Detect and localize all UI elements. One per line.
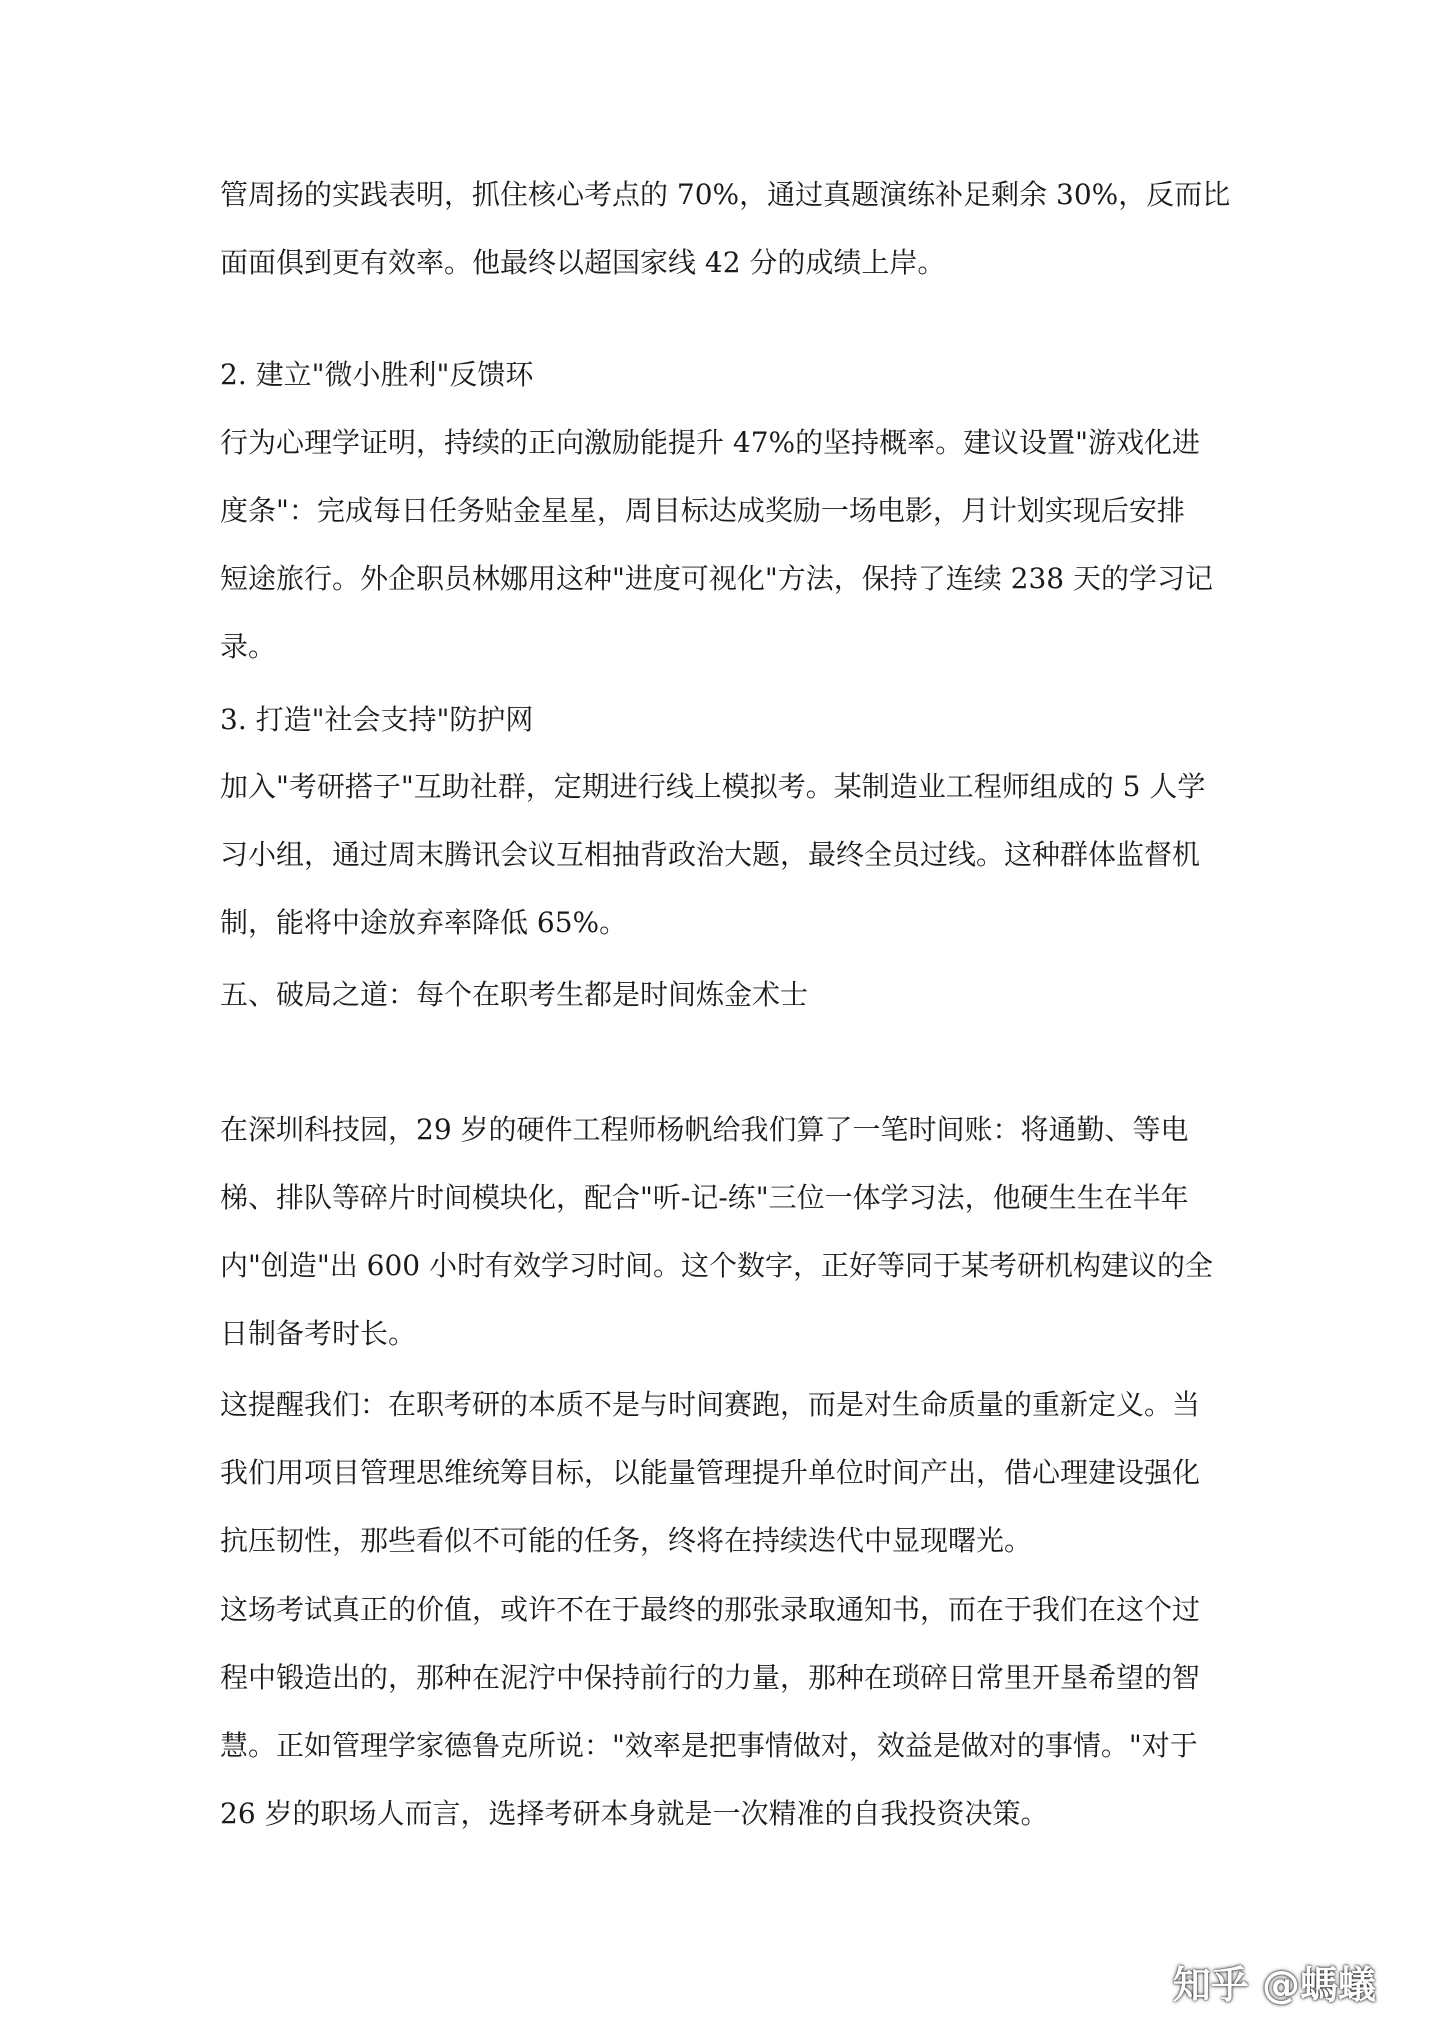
text-line: 日制备考时长。: [220, 1317, 417, 1350]
paragraph: [220, 1593, 1200, 1831]
text-line: 习小组，通过周末腾讯会议互相抽背政治大题，最终全员过线。这种群体监督机: [220, 838, 1201, 871]
paragraph: [220, 1113, 1213, 1351]
paragraph: [220, 1388, 1200, 1558]
paragraph: [220, 178, 1230, 280]
text-line: 制，能将中途放弃率降低 65%。: [220, 906, 628, 939]
text-line: 管周扬的实践表明，抓住核心考点的 70%，通过真题演练补足剩余 30%，反而比: [220, 178, 1231, 211]
text-line: 抗压韧性，那些看似不可能的任务，终将在持续迭代中显现曙光。: [220, 1524, 1033, 1557]
heading-text: 3. 打造"社会支持"防护网: [220, 703, 534, 736]
paragraph: [220, 426, 1213, 664]
text-line: 慧。正如管理学家德鲁克所说："效率是把事情做对，效益是做对的事情。"对于: [220, 1729, 1198, 1762]
paragraph: [220, 770, 1205, 940]
text-line: 程中锻造出的，那种在泥泞中保持前行的力量，那种在琐碎日常里开垦希望的智: [220, 1661, 1201, 1694]
zhihu-watermark: 知乎 @螞蟻: [1172, 1963, 1376, 2007]
text-line: 这场考试真正的价值，或许不在于最终的那张录取通知书，而在于我们在这个过: [220, 1593, 1201, 1626]
text-line: 加入"考研搭子"互助社群，定期进行线上模拟考。某制造业工程师组成的 5 人学: [220, 770, 1206, 803]
section-heading: [220, 978, 808, 1012]
text-line: 面面俱到更有效率。他最终以超国家线 42 分的成绩上岸。: [220, 246, 946, 279]
text-line: 度条"：完成每日任务贴金星星，周目标达成奖励一场电影，月计划实现后安排: [220, 494, 1185, 527]
text-line: 内"创造"出 600 小时有效学习时间。这个数字，正好等同于某考研机构建议的全: [220, 1249, 1214, 1282]
text-line: 26 岁的职场人而言，选择考研本身就是一次精准的自我投资决策。: [220, 1797, 1049, 1830]
section-heading: [220, 703, 533, 737]
text-line: 短途旅行。外企职员林娜用这种"进度可视化"方法，保持了连续 238 天的学习记: [220, 562, 1214, 595]
text-line: 梯、排队等碎片时间模块化，配合"听-记-练"三位一体学习法，他硬生生在半年: [220, 1181, 1189, 1214]
text-line: 在深圳科技园，29 岁的硬件工程师杨帆给我们算了一笔时间账：将通勤、等电: [220, 1113, 1189, 1146]
text-line: 这提醒我们：在职考研的本质不是与时间赛跑，而是对生命质量的重新定义。当: [220, 1388, 1201, 1421]
heading-text: 五、破局之道：每个在职考生都是时间炼金术士: [220, 978, 809, 1011]
text-line: 我们用项目管理思维统筹目标，以能量管理提升单位时间产出，借心理建设强化: [220, 1456, 1201, 1489]
text-line: 行为心理学证明，持续的正向激励能提升 47%的坚持概率。建议设置"游戏化进: [220, 426, 1201, 459]
heading-text: 2. 建立"微小胜利"反馈环: [220, 358, 534, 391]
text-line: 录。: [220, 630, 277, 663]
section-heading: [220, 358, 533, 392]
